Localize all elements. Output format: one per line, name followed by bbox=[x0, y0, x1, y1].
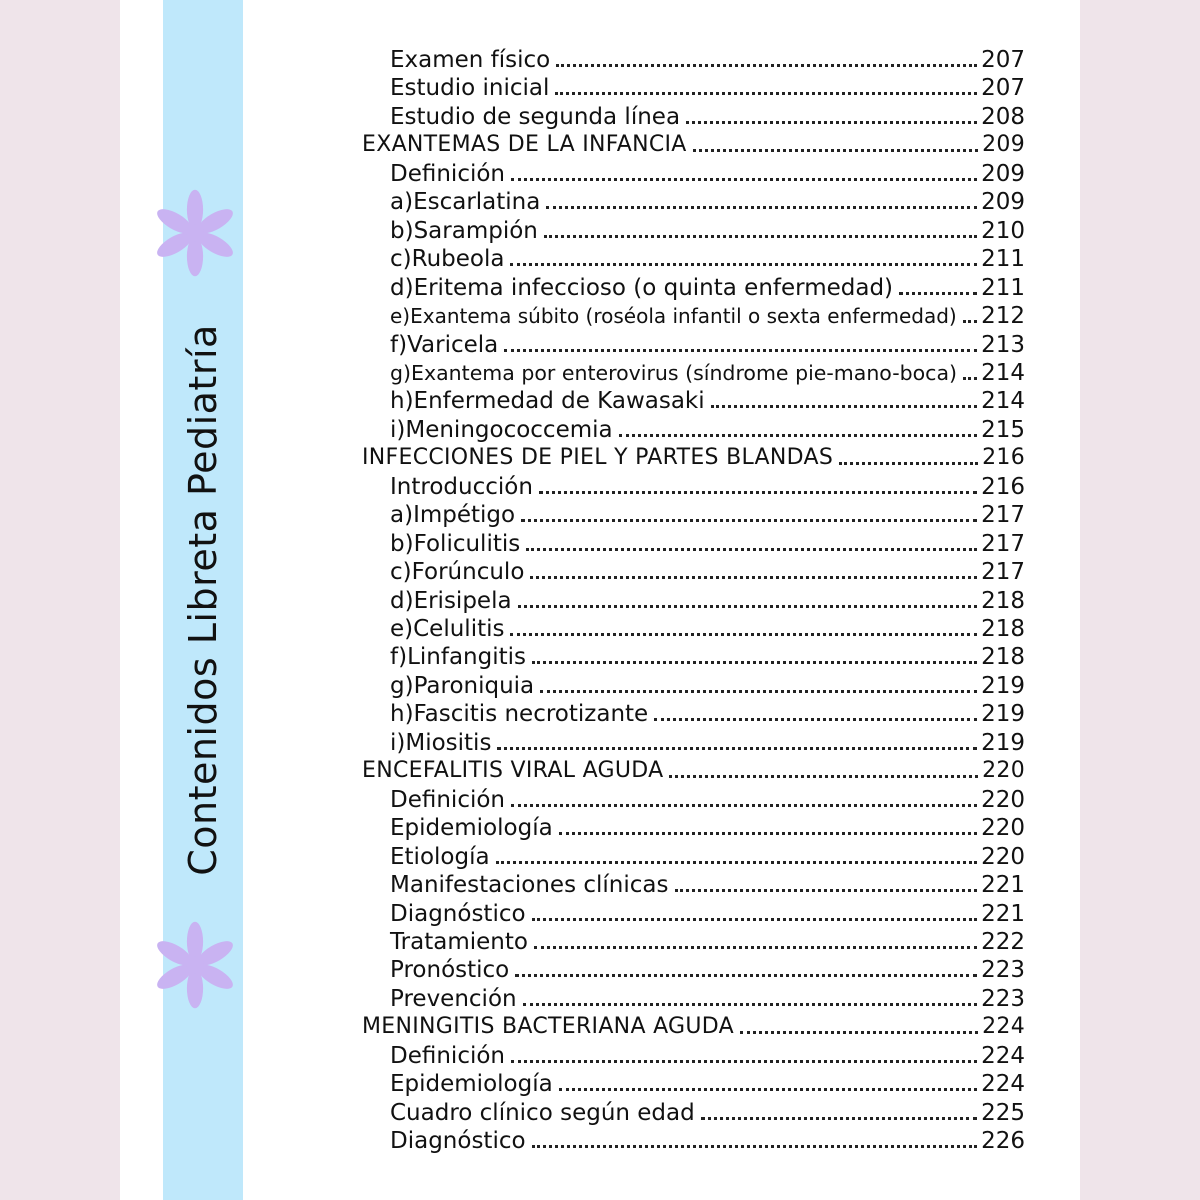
toc-entry bbox=[390, 416, 1025, 444]
toc-entry bbox=[390, 1127, 1025, 1155]
toc-page-number: 218 bbox=[981, 587, 1025, 614]
toc-page-number: 220 bbox=[981, 786, 1025, 813]
toc-entry-label: f)Linfangitis bbox=[390, 644, 527, 671]
toc-entry bbox=[390, 786, 1025, 814]
toc-page-number: 222 bbox=[981, 928, 1025, 955]
toc-page-number: 214 bbox=[981, 359, 1025, 386]
toc-page-number: 209 bbox=[982, 132, 1025, 158]
toc-section-heading bbox=[362, 757, 1025, 785]
dot-leader bbox=[511, 1060, 977, 1063]
toc-entry-label: Definición bbox=[390, 160, 505, 187]
toc-entry-label: h)Enfermedad de Kawasaki bbox=[390, 388, 705, 415]
toc-entry bbox=[390, 587, 1025, 615]
toc-entry-label: Epidemiología bbox=[390, 1071, 553, 1098]
toc-entry-label: d)Erisipela bbox=[390, 587, 512, 614]
toc-entry-label: e)Celulitis bbox=[390, 616, 505, 642]
dot-leader bbox=[559, 832, 977, 835]
toc-page-number: 220 bbox=[982, 758, 1025, 784]
toc-entry-label: ENCEFALITIS VIRAL AGUDA bbox=[362, 758, 664, 784]
toc-entry bbox=[390, 615, 1025, 643]
dot-leader bbox=[515, 974, 977, 977]
dot-leader bbox=[530, 576, 977, 579]
dot-leader bbox=[701, 1117, 977, 1120]
toc-entry-label: h)Fascitis necrotizante bbox=[390, 701, 649, 728]
toc-page-number: 224 bbox=[981, 1071, 1025, 1098]
toc-page-number: 207 bbox=[981, 47, 1025, 73]
toc-page-number: 219 bbox=[981, 729, 1025, 756]
dot-leader bbox=[532, 918, 978, 921]
toc-page-number: 215 bbox=[981, 416, 1025, 443]
toc-entry bbox=[390, 1042, 1025, 1070]
toc-entry-label: Cuadro clínico según edad bbox=[390, 1099, 695, 1126]
toc-entry-label: INFECCIONES DE PIEL Y PARTES BLANDAS bbox=[362, 445, 834, 471]
toc-page-number: 216 bbox=[981, 473, 1025, 500]
toc-page-number: 220 bbox=[981, 815, 1025, 842]
toc-page-number: 211 bbox=[981, 246, 1025, 273]
toc-entry bbox=[390, 359, 1025, 387]
toc-entry-label: a)Impétigo bbox=[390, 502, 516, 529]
toc-entry bbox=[390, 672, 1025, 700]
dot-leader bbox=[540, 690, 977, 693]
toc-entry-label: Estudio inicial bbox=[390, 75, 550, 102]
dot-leader bbox=[654, 718, 977, 721]
toc-page-number: 217 bbox=[981, 502, 1025, 529]
toc-entry bbox=[390, 274, 1025, 302]
toc-entry-label: MENINGITIS BACTERIANA AGUDA bbox=[362, 1014, 735, 1040]
toc-entry bbox=[390, 700, 1025, 728]
toc-page-number: 213 bbox=[981, 331, 1025, 358]
toc-section-heading bbox=[362, 131, 1025, 159]
toc-entry-label: Pronóstico bbox=[390, 957, 510, 984]
toc-page-number: 212 bbox=[981, 303, 1025, 330]
toc-page-number: 218 bbox=[981, 616, 1025, 642]
dot-leader bbox=[555, 92, 977, 95]
toc-entry bbox=[390, 843, 1025, 871]
toc-entry bbox=[390, 530, 1025, 558]
dot-leader bbox=[532, 661, 977, 664]
dot-leader bbox=[556, 64, 977, 67]
toc-entry-label: Epidemiología bbox=[390, 815, 553, 842]
toc-entry bbox=[390, 46, 1025, 74]
toc-entry bbox=[390, 103, 1025, 131]
toc-entry-label: Estudio de segunda línea bbox=[390, 103, 681, 130]
toc-entry bbox=[390, 245, 1025, 273]
toc-entry-label: Examen físico bbox=[390, 47, 551, 73]
toc-page-number: 223 bbox=[981, 985, 1025, 1012]
toc-entry bbox=[390, 900, 1025, 928]
toc-page-number: 224 bbox=[981, 1042, 1025, 1069]
toc-entry bbox=[390, 558, 1025, 586]
dot-leader bbox=[711, 405, 977, 408]
toc-entry bbox=[390, 871, 1025, 899]
toc-entry-label: g)Paroniquia bbox=[390, 672, 535, 699]
toc-entry bbox=[390, 1099, 1025, 1127]
toc-section-heading bbox=[362, 1013, 1025, 1041]
dot-leader bbox=[497, 747, 977, 750]
toc-page-number: 217 bbox=[981, 559, 1025, 586]
toc-entry-label: Tratamiento bbox=[390, 928, 528, 955]
toc-entry-label: Definición bbox=[390, 786, 505, 813]
toc-entry bbox=[390, 928, 1025, 956]
toc-page-number: 214 bbox=[981, 388, 1025, 415]
toc-section-heading bbox=[362, 444, 1025, 472]
dot-leader bbox=[511, 178, 977, 181]
dot-leader bbox=[521, 519, 977, 522]
toc-entry-label: Diagnóstico bbox=[390, 1128, 526, 1155]
toc-entry bbox=[390, 74, 1025, 102]
toc-page-number: 211 bbox=[981, 274, 1025, 301]
toc-entry-label: Introducción bbox=[390, 473, 533, 500]
dot-leader bbox=[544, 235, 977, 238]
toc-entry bbox=[390, 302, 1025, 330]
toc-page-number: 223 bbox=[981, 957, 1025, 984]
toc-page-number: 209 bbox=[981, 189, 1025, 216]
dot-leader bbox=[510, 633, 977, 636]
dot-leader bbox=[496, 861, 978, 864]
toc-entry bbox=[390, 1070, 1025, 1098]
toc-entry bbox=[390, 331, 1025, 359]
toc-page-number: 217 bbox=[981, 530, 1025, 557]
toc-page-number: 208 bbox=[981, 103, 1025, 130]
dot-leader bbox=[619, 434, 977, 437]
toc-entry bbox=[390, 188, 1025, 216]
dot-leader bbox=[511, 804, 977, 807]
toc-page-number: 218 bbox=[981, 644, 1025, 671]
dot-leader bbox=[510, 263, 977, 266]
toc-entry bbox=[390, 501, 1025, 529]
dot-leader bbox=[504, 349, 977, 352]
dot-leader bbox=[526, 548, 977, 551]
toc-entry bbox=[390, 956, 1025, 984]
toc-page-number: 219 bbox=[981, 701, 1025, 728]
dot-leader bbox=[740, 1031, 978, 1034]
toc-entry bbox=[390, 729, 1025, 757]
dot-leader bbox=[518, 605, 978, 608]
dot-leader bbox=[534, 946, 977, 949]
toc-page-number: 225 bbox=[981, 1099, 1025, 1126]
toc-page-number: 221 bbox=[981, 900, 1025, 927]
toc-entry-label: d)Eritema infeccioso (o quinta enfermedad) bbox=[390, 274, 894, 301]
toc-page-number: 219 bbox=[981, 672, 1025, 699]
toc-entry-label: f)Varicela bbox=[390, 331, 499, 358]
dot-leader bbox=[963, 320, 977, 323]
toc-entry bbox=[390, 473, 1025, 501]
toc-entry-label: EXANTEMAS DE LA INFANCIA bbox=[362, 132, 687, 158]
toc-page-number: 224 bbox=[982, 1014, 1025, 1040]
toc-entry-label: Etiología bbox=[390, 843, 490, 870]
toc-entry-label: i)Meningococcemia bbox=[390, 416, 613, 443]
toc-entry-label: g)Exantema por enterovirus (síndrome pie-mano-boca) bbox=[390, 360, 958, 385]
toc-page-number: 226 bbox=[981, 1128, 1025, 1155]
toc-entry-label: Definición bbox=[390, 1042, 505, 1069]
dot-leader bbox=[839, 462, 978, 465]
dot-leader bbox=[686, 121, 977, 124]
toc-page-number: 221 bbox=[981, 872, 1025, 899]
toc-page-number: 209 bbox=[981, 160, 1025, 187]
toc-entry bbox=[390, 985, 1025, 1013]
toc-entry-label: c)Forúnculo bbox=[390, 559, 525, 586]
toc-page-number: 207 bbox=[981, 75, 1025, 102]
toc-page-number: 210 bbox=[981, 217, 1025, 244]
dot-leader bbox=[546, 206, 977, 209]
dot-leader bbox=[559, 1088, 977, 1091]
toc-entry bbox=[390, 387, 1025, 415]
toc-entry bbox=[390, 160, 1025, 188]
dot-leader bbox=[669, 775, 978, 778]
side-title: Contenidos Libreta Pediatría bbox=[181, 324, 225, 876]
toc-entry-label: b)Foliculitis bbox=[390, 530, 521, 557]
toc-page-number: 220 bbox=[981, 843, 1025, 870]
toc-entry-label: Manifestaciones clínicas bbox=[390, 872, 669, 899]
toc-entry-label: Diagnóstico bbox=[390, 900, 526, 927]
dot-leader bbox=[539, 491, 977, 494]
toc-entry-label: c)Rubeola bbox=[390, 246, 505, 273]
dot-leader bbox=[899, 292, 977, 295]
toc-page-number: 216 bbox=[982, 445, 1025, 471]
toc-entry-label: a)Escarlatina bbox=[390, 189, 541, 216]
dot-leader bbox=[523, 1003, 978, 1006]
toc-entry-label: b)Sarampión bbox=[390, 217, 538, 244]
dot-leader bbox=[532, 1145, 978, 1148]
toc-entry bbox=[390, 814, 1025, 842]
toc-entry-label: i)Miositis bbox=[390, 729, 492, 756]
dot-leader bbox=[963, 377, 977, 380]
dot-leader bbox=[675, 889, 978, 892]
toc-entry bbox=[390, 217, 1025, 245]
dot-leader bbox=[693, 149, 978, 152]
toc-entry-label: e)Exantema súbito (roséola infantil o sexta enfermedad) bbox=[390, 304, 957, 329]
toc-entry-label: Prevención bbox=[390, 985, 517, 1012]
toc-entry bbox=[390, 643, 1025, 671]
